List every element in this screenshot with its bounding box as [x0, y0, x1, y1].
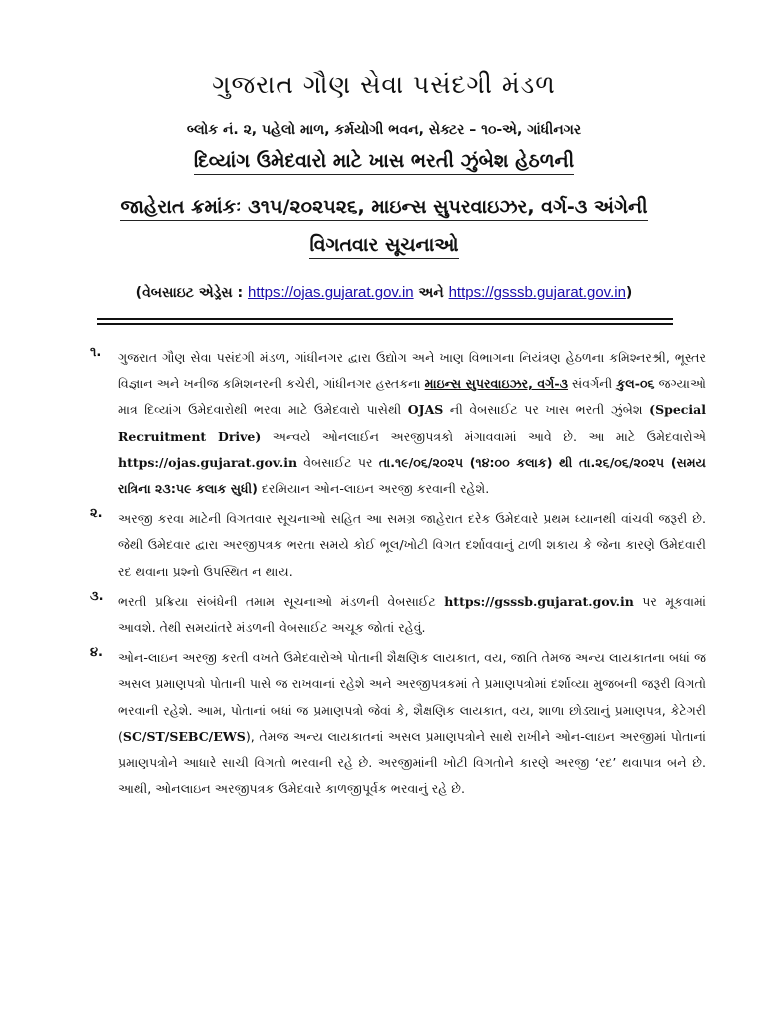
gsssb-link[interactable]: https://gsssb.gujarat.gov.in — [448, 284, 626, 301]
website-and: અને — [413, 285, 449, 301]
special-drive-heading — [0, 150, 768, 172]
item-number: ૩. — [90, 588, 104, 604]
website-address-line — [0, 284, 768, 301]
item-text-part: ), તેમજ અન્ય લાયકાતનાં અસલ પ્રમાણપત્રોને સાથે રાખીને ઓન-લાઇન અરજીમાં પોતાનાં પ્રમાણપત્રોને આધારે સાચી વિગતો ભરવાની રહે છે. અરજીમાંની ખોટી વિગતોને કારણે અરજી ‘રદ’ થવાપાત્ર બને છે. આથી, ઓનલાઇન અરજીપત્રક ઉમેદવારે કાળજીપૂર્વક ભરવાનું રહે છે. — [118, 728, 706, 797]
vacancy-count: કુલ-૦૬ — [616, 376, 655, 392]
item-text — [118, 589, 706, 641]
special-drive-label: (Special Recruitment Drive) — [118, 402, 706, 444]
instruction-list — [90, 345, 706, 806]
special-drive-heading-text: દિવ્યાંગ ઉમેદવારો માટે ખાસ ભરતી ઝુંબેશ હેઠળની — [194, 150, 574, 175]
website-prefix: (વેબસાઇટ એડ્રેસ : — [135, 285, 248, 301]
ojas-url: https://ojas.gujarat.gov.in — [118, 454, 298, 470]
item-text-part: ભરતી પ્રક્રિયા સંબંધેની તમામ સૂચનાઓ મંડળની વેબસાઈટ — [118, 593, 445, 609]
item-text — [118, 345, 706, 502]
office-address: બ્લોક નં. ૨, પહેલો માળ, કર્મયોગી ભવન, સેક્ટર – ૧૦-એ, ગાંધીનગર — [186, 122, 582, 138]
divider-line — [97, 318, 673, 320]
gsssb-url: https://gsssb.gujarat.gov.in — [444, 593, 634, 609]
advertisement-heading-text: જાહેરાત ક્રમાંકઃ ૩૧૫/૨૦૨૫૨૬, માઇન્સ સુપરવાઇઝર, વર્ગ-૩ અંગેની — [120, 196, 647, 221]
item-text-part: પર મૂકવામાં આવશે. તેથી સમયાંતરે મંડળની વેબસાઈટ અચૂક જોતાં રહેવું. — [118, 593, 706, 636]
instructions-heading — [0, 234, 768, 256]
item-text: અરજી કરવા માટેની વિગતવાર સૂચનાઓ સહિત આ સમગ્ર જાહેરાત દરેક ઉમેદવારે પ્રથમ ધ્યાનથી વાંચવી જરૂરી છે. જેથી ઉમેદવાર દ્વારા અરજીપત્રક ભરતા સમયે કોઈ ભૂલ/ખોટી વિગત દર્શાવવાનું ટાળી શકાય કે જેના કારણે ઉમેદવારી રદ થવાના પ્રશ્નો ઉપસ્થિત ન થાય. — [118, 511, 706, 579]
item-number: ૨. — [90, 506, 103, 522]
website-suffix: ) — [625, 285, 633, 301]
list-item — [90, 506, 706, 585]
item-number: ૧. — [90, 345, 102, 360]
item-text-part: દરમિયાન ઓન-લાઇન અરજી કરવાની રહેશે. — [257, 481, 490, 497]
item-text-part: સંવર્ગની — [567, 376, 617, 392]
item-number: ૪. — [90, 645, 103, 661]
post-name: માઇન્સ સુપરવાઇઝર, વર્ગ-૩ — [424, 376, 568, 392]
advertisement-heading — [0, 196, 768, 218]
list-item — [90, 589, 706, 641]
ojas-link[interactable]: https://ojas.gujarat.gov.in — [247, 284, 414, 301]
item-text-part: ગુજરાત ગૌણ સેવા પસંદગી મંડળ, ગાંધીનગર દ્વારા ઉદ્યોગ અને ખાણ વિભાગના નિયંત્રણ હેઠળના કમિશ્નરશ્રી, ભૂસ્તર વિજ્ઞાન અને ખનીજ કમિશનરની કચેરી, ગાંધીનગર હસ્તકના — [118, 350, 706, 392]
divider-line — [97, 323, 673, 325]
list-item — [90, 345, 706, 502]
board-title: ગુજરાત ગૌણ સેવા પસંદગી મંડળ — [212, 70, 556, 99]
list-item — [90, 645, 706, 802]
item-text-part: ઓન-લાઇન અરજી કરતી વખતે ઉમેદવારોએ પોતાની શૈક્ષણિક લાયકાત, વય, જાતિ તેમજ અન્ય લાયકાતના બધાં જ અસલ પ્રમાણપત્રો પોતાની પાસે જ રાખવાનાં રહેશે અને અરજીપત્રકમાં તે પ્રમાણપત્રોમાં દર્શાવ્યા મુજબની જરૂરી વિગતો ભરવાની રહેશે. આમ, પોતાનાં બધાં જ પ્રમાણપત્રો જેવાં કે, શૈક્ષણિક લાયકાત, વય, શાળા છોડ્યાનું પ્રમાણપત્ર, કેટેગરી ( — [118, 650, 706, 744]
item-text-part: વેબસાઈટ પર — [297, 454, 379, 470]
item-text-part: અન્વયે ઓનલાઈન અરજીપત્રકો મંગાવવામાં આવે છે. આ માટે ઉમેદવારોએ — [261, 428, 706, 444]
category-list: SC/ST/SEBC/EWS — [122, 728, 246, 744]
item-text — [118, 645, 706, 802]
instructions-heading-text: વિગતવાર સૂચનાઓ — [309, 234, 458, 259]
item-text-part: જગ્યાઓ માત્ર દિવ્યાંગ ઉમેદવારોથી ભરવા માટે ઉમેદવારો પાસેથી — [118, 376, 707, 418]
ojas-label: OJAS — [407, 402, 444, 418]
application-dates: તા.૧૯/૦૬/૨૦૨૫ (૧૪:૦૦ કલાક) થી તા.૨૬/૦૬/૨૦૨૫ (સમય રાત્રિના ૨૩:૫૯ કલાક સુધી) — [118, 454, 706, 497]
item-text-part: ની વેબસાઈટ પર ખાસ ભરતી ઝુંબેશ — [443, 402, 650, 418]
